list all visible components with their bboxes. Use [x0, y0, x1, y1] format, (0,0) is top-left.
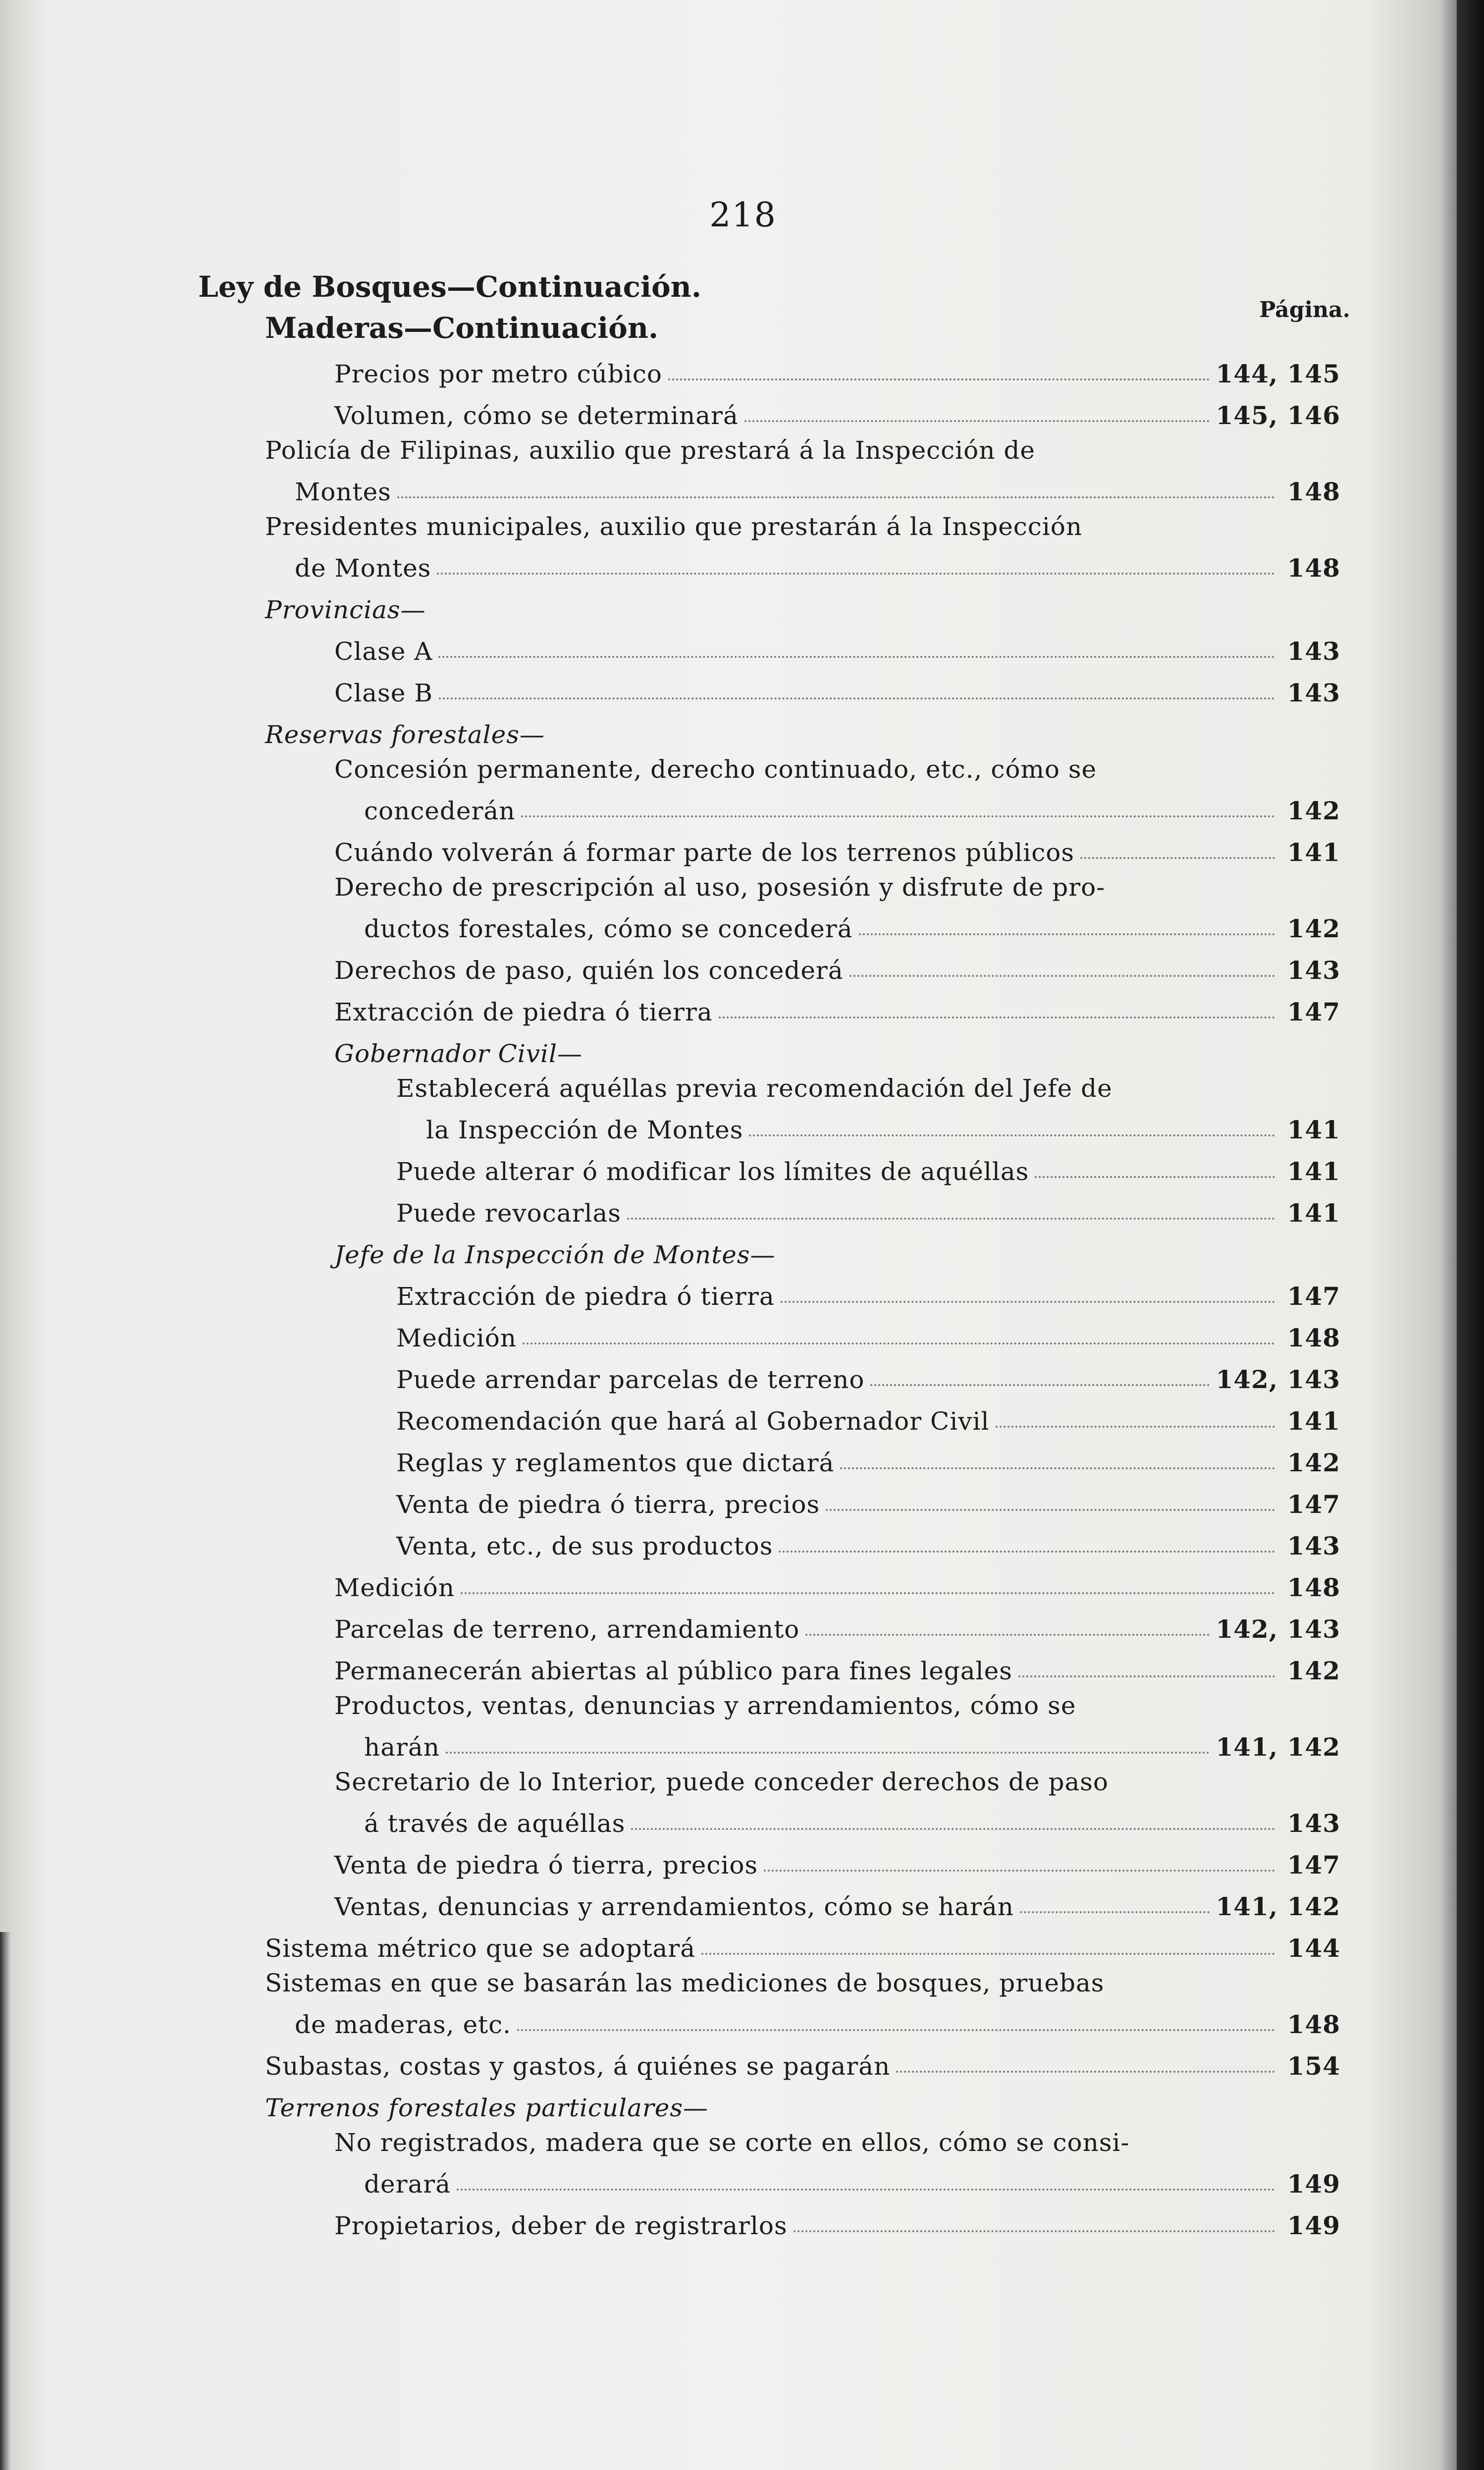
entry-page-ref: 143: [1287, 678, 1340, 707]
entry-text: Precios por metro cúbico: [334, 360, 662, 388]
entry-text: Venta de piedra ó tierra, precios: [334, 1851, 758, 1879]
page-edge-shadow-left: [0, 1932, 11, 2470]
dot-leader: [701, 1953, 1275, 1955]
entry-page-ref: 147: [1287, 1490, 1340, 1519]
entry-text: Venta, etc., de sus productos: [396, 1532, 773, 1560]
entry-text: Subastas, costas y gastos, á quiénes se pagarán: [265, 2052, 891, 2081]
index-entry: [0, 1394, 1484, 1436]
index-entry: [0, 506, 1484, 583]
index-entry: [0, 2199, 1484, 2240]
index-entry: [0, 1644, 1484, 1685]
index-entry: [0, 1068, 1484, 1144]
entry-page-ref: 141: [1287, 1157, 1340, 1186]
entry-text: Terrenos forestales particulares—: [265, 2094, 709, 2122]
entry-page-ref: 154: [1287, 2051, 1340, 2081]
entry-continuation: la Inspección de Montes: [426, 1116, 743, 1144]
index-entries: [0, 347, 1484, 2240]
entry-page-ref: 142: [1287, 914, 1340, 943]
dot-leader: [849, 975, 1275, 977]
entry-text: Gobernador Civil—: [334, 1039, 583, 1068]
entry-text: Policía de Filipinas, auxilio que prestará á la Inspección de: [265, 436, 1035, 465]
dot-leader: [1080, 857, 1275, 859]
index-entry: [0, 1519, 1484, 1560]
dot-leader: [627, 1218, 1275, 1220]
entry-page-ref: 141: [1287, 1115, 1340, 1144]
entry-page-ref: 149: [1287, 2169, 1340, 2199]
page-number: 218: [709, 196, 777, 235]
entry-text: Medición: [334, 1573, 455, 1602]
entry-text: Secretario de lo Interior, puede conceder derechos de paso: [334, 1768, 1109, 1796]
entry-text: Recomendación que hará al Gobernador Civil: [396, 1407, 990, 1436]
entry-page-ref: 145, 146: [1216, 401, 1340, 430]
index-entry: [0, 749, 1484, 825]
entry-continuation: de Montes: [295, 554, 431, 583]
dot-leader: [859, 933, 1275, 935]
dot-leader: [523, 1342, 1275, 1344]
entry-continuation: á través de aquéllas: [364, 1809, 626, 1838]
dot-leader: [461, 1592, 1275, 1594]
index-entry: [0, 583, 1484, 624]
dot-leader: [397, 496, 1275, 498]
index-entry: [0, 2081, 1484, 2122]
entry-page-ref: 143: [1287, 1809, 1340, 1838]
entry-text: Puede alterar ó modificar los límites de aquéllas: [396, 1157, 1029, 1186]
entry-continuation: Montes: [295, 478, 391, 506]
entry-page-ref: 143: [1287, 637, 1340, 666]
index-entry: [0, 1352, 1484, 1394]
entry-page-ref: 142: [1287, 1656, 1340, 1685]
index-entry: [0, 1560, 1484, 1602]
entry-text: Concesión permanente, derecho continuado, etc., cómo se: [334, 755, 1097, 784]
dot-leader: [1035, 1176, 1275, 1178]
index-entry: [0, 1963, 1484, 2039]
entry-page-ref: 148: [1287, 477, 1340, 506]
entry-page-ref: 147: [1287, 1850, 1340, 1879]
entry-page-ref: 144: [1287, 1933, 1340, 1963]
entry-text: Provincias—: [265, 595, 426, 624]
entry-page-ref: 147: [1287, 1282, 1340, 1311]
index-entry: [0, 985, 1484, 1026]
entry-text: Propietarios, deber de registrarlos: [334, 2211, 788, 2240]
index-entry: [0, 1026, 1484, 1068]
entry-text: Clase B: [334, 679, 433, 707]
dot-leader: [631, 1828, 1275, 1830]
entry-continuation: concederán: [364, 797, 516, 825]
dot-leader: [446, 1752, 1210, 1754]
dot-leader: [996, 1426, 1275, 1428]
index-entry: [0, 430, 1484, 506]
entry-text: Jefe de la Inspección de Montes—: [334, 1240, 776, 1269]
dot-leader: [517, 2029, 1275, 2031]
dot-leader: [719, 1017, 1275, 1019]
entry-page-ref: 149: [1287, 2211, 1340, 2240]
index-entry: [0, 1477, 1484, 1519]
entry-continuation: de maderas, etc.: [295, 2010, 512, 2039]
page-edge-shadow: [1457, 0, 1484, 2470]
index-entry: [0, 1228, 1484, 1269]
entry-page-ref: 142, 143: [1216, 1614, 1340, 1644]
entry-text: Derechos de paso, quién los concederá: [334, 956, 844, 985]
index-entry: [0, 867, 1484, 943]
dot-leader: [870, 1384, 1210, 1386]
entry-text: Establecerá aquéllas previa recomendación del Jefe de: [396, 1074, 1113, 1103]
entry-text: No registrados, madera que se corte en ellos, cómo se consi-: [334, 2128, 1130, 2157]
entry-page-ref: 148: [1287, 553, 1340, 583]
index-entry: [0, 943, 1484, 985]
index-entry: [0, 1879, 1484, 1921]
dot-leader: [779, 1551, 1275, 1553]
index-entry: [0, 666, 1484, 707]
entry-page-ref: 143: [1287, 1531, 1340, 1560]
index-entry: [0, 1762, 1484, 1838]
dot-leader: [668, 378, 1210, 380]
index-subheading: Maderas—Continuación.: [265, 311, 659, 345]
entry-text: Reglas y reglamentos que dictará: [396, 1449, 835, 1477]
entry-text: Ventas, denuncias y arrendamientos, cómo se harán: [334, 1892, 1014, 1921]
index-entry: [0, 624, 1484, 666]
dot-leader: [521, 815, 1275, 817]
entry-page-ref: 141: [1287, 838, 1340, 867]
index-entry: [0, 1186, 1484, 1228]
entry-page-ref: 148: [1287, 1323, 1340, 1352]
entry-text: Reservas forestales—: [265, 720, 545, 749]
dot-leader: [896, 2071, 1275, 2073]
index-entry: [0, 2122, 1484, 2199]
index-entry: [0, 1269, 1484, 1311]
entry-page-ref: 141: [1287, 1406, 1340, 1436]
index-entry: [0, 825, 1484, 867]
entry-page-ref: 142: [1287, 1448, 1340, 1477]
entry-text: Venta de piedra ó tierra, precios: [396, 1490, 820, 1519]
entry-page-ref: 143: [1287, 956, 1340, 985]
index-entry: [0, 1144, 1484, 1186]
index-entry: [0, 1685, 1484, 1762]
entry-text: Cuándo volverán á formar parte de los terrenos públicos: [334, 838, 1075, 867]
entry-text: Volumen, cómo se determinará: [334, 401, 739, 430]
dot-leader: [1018, 1675, 1275, 1677]
entry-page-ref: 142: [1287, 796, 1340, 825]
entry-page-ref: 142, 143: [1216, 1365, 1340, 1394]
dot-leader: [805, 1634, 1210, 1636]
index-entry: [0, 1311, 1484, 1352]
entry-page-ref: 141: [1287, 1198, 1340, 1228]
dot-leader: [439, 698, 1275, 699]
index-entry: [0, 2039, 1484, 2081]
dot-leader: [457, 2189, 1275, 2191]
index-entry: [0, 1436, 1484, 1477]
entry-text: Extracción de piedra ó tierra: [334, 998, 713, 1026]
entry-continuation: harán: [364, 1733, 440, 1762]
dot-leader: [749, 1134, 1275, 1136]
dot-leader: [437, 573, 1275, 575]
index-entry: [0, 1602, 1484, 1644]
entry-page-ref: 147: [1287, 997, 1340, 1026]
entry-text: Sistemas en que se basarán las mediciones de bosques, pruebas: [265, 1969, 1105, 1997]
entry-text: Puede arrendar parcelas de terreno: [396, 1365, 865, 1394]
entry-text: Sistema métrico que se adoptará: [265, 1934, 696, 1963]
entry-text: Clase A: [334, 637, 433, 666]
entry-text: Presidentes municipales, auxilio que prestarán á la Inspección: [265, 512, 1083, 541]
entry-text: Productos, ventas, denuncias y arrendamientos, cómo se: [334, 1691, 1076, 1720]
entry-page-ref: 141, 142: [1216, 1732, 1340, 1762]
index-entry: [0, 388, 1484, 430]
entry-continuation: derará: [364, 2170, 451, 2199]
dot-leader: [781, 1301, 1275, 1303]
dot-leader: [438, 656, 1275, 658]
index-entry: [0, 347, 1484, 388]
entry-text: Permanecerán abiertas al público para fines legales: [334, 1657, 1012, 1685]
dot-leader: [794, 2230, 1275, 2232]
entry-page-ref: 148: [1287, 1573, 1340, 1602]
entry-text: Medición: [396, 1324, 517, 1352]
index-entry: [0, 1838, 1484, 1879]
entry-page-ref: 141, 142: [1216, 1892, 1340, 1921]
index-entry: [0, 1921, 1484, 1963]
entry-page-ref: 144, 145: [1216, 359, 1340, 388]
entry-page-ref: 148: [1287, 2010, 1340, 2039]
entry-continuation: ductos forestales, cómo se concederá: [364, 914, 853, 943]
entry-text: Parcelas de terreno, arrendamiento: [334, 1615, 800, 1644]
index-heading: Ley de Bosques—Continuación.: [198, 270, 702, 304]
page-column-header: Página.: [1259, 297, 1350, 322]
entry-text: Derecho de prescripción al uso, posesión y disfrute de pro-: [334, 873, 1106, 902]
dot-leader: [1020, 1911, 1210, 1913]
dot-leader: [744, 420, 1210, 422]
dot-leader: [840, 1467, 1275, 1469]
entry-text: Puede revocarlas: [396, 1199, 621, 1228]
dot-leader: [826, 1509, 1275, 1511]
entry-text: Extracción de piedra ó tierra: [396, 1282, 775, 1311]
dot-leader: [764, 1870, 1275, 1872]
index-entry: [0, 707, 1484, 749]
